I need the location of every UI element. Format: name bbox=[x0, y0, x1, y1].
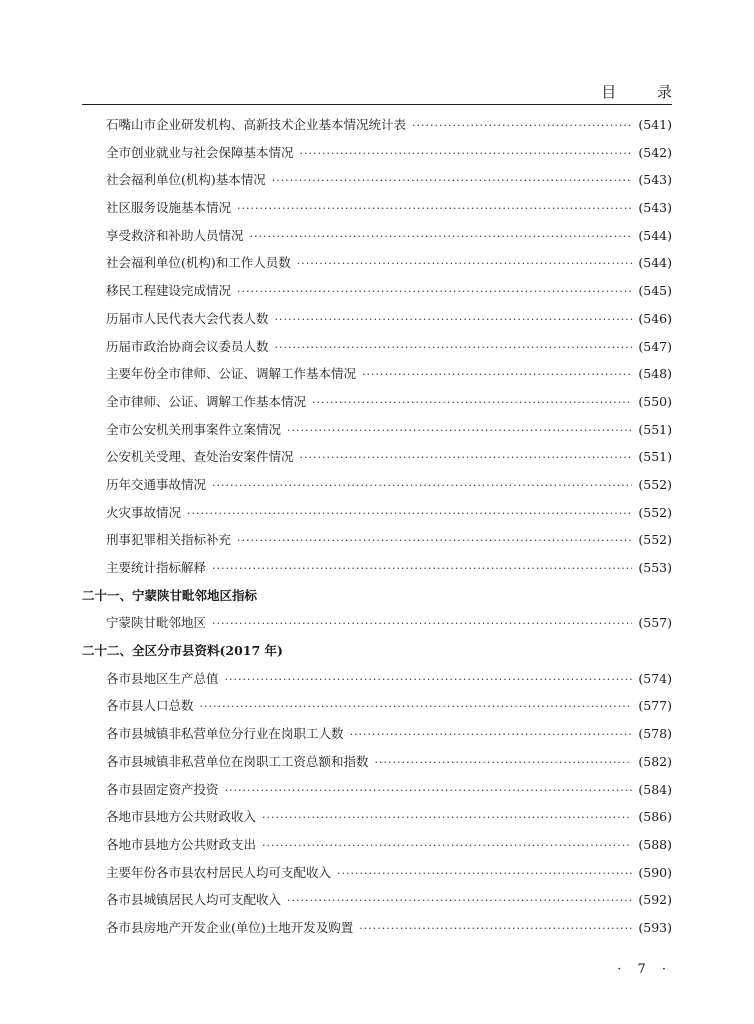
toc-entry-title: 历年交通事故情况 bbox=[106, 476, 207, 492]
toc-entry bbox=[82, 139, 672, 167]
toc-entry-page: (578) bbox=[638, 726, 672, 742]
toc-entry-page: (552) bbox=[638, 532, 672, 548]
toc-leader-dots bbox=[300, 444, 633, 472]
toc-leader-dots bbox=[412, 112, 632, 140]
toc-leader-dots bbox=[212, 555, 632, 583]
toc-leader-dots bbox=[187, 500, 632, 528]
toc-leader-dots bbox=[312, 389, 632, 417]
toc-entry-title: 社会福利单位(机构)基本情况 bbox=[106, 172, 266, 188]
toc-entry-title: 各市县城镇非私营单位在岗职工工资总额和指数 bbox=[106, 753, 369, 769]
toc-entry-title: 各市县固定资产投资 bbox=[106, 781, 219, 797]
toc-entry-title: 各地市县地方公共财政支出 bbox=[106, 836, 257, 852]
toc-entry bbox=[82, 748, 672, 776]
toc-entry bbox=[82, 249, 672, 277]
toc-entry-title: 享受救济和补助人员情况 bbox=[106, 227, 244, 243]
toc-entry bbox=[82, 859, 672, 887]
toc-entry bbox=[82, 554, 672, 582]
toc-leader-dots bbox=[225, 777, 633, 805]
toc-entry-title: 各市县地区生产总值 bbox=[106, 670, 219, 686]
toc-entry-title: 各地市县地方公共财政收入 bbox=[106, 809, 257, 825]
toc-entry-page: (542) bbox=[638, 144, 672, 160]
toc-entry-title: 主要年份各市县农村居民人均可支配收入 bbox=[106, 864, 332, 880]
toc-entry bbox=[82, 609, 672, 637]
toc-entry bbox=[82, 831, 672, 859]
toc-leader-dots bbox=[275, 334, 633, 362]
toc-entry bbox=[82, 111, 672, 139]
toc-leader-dots bbox=[300, 140, 633, 168]
toc-entry-page: (588) bbox=[638, 836, 672, 852]
toc-section-heading bbox=[82, 637, 672, 665]
toc-entry-title: 二十二、全区分市县资料(2017 年) bbox=[82, 643, 283, 659]
toc-entry-title: 全市公安机关刑事案件立案情况 bbox=[106, 421, 282, 437]
toc-entry-page: (553) bbox=[638, 560, 672, 575]
toc-entry-page: (543) bbox=[638, 200, 672, 216]
toc-entry bbox=[82, 914, 672, 942]
toc-entry-title: 各市县人口总数 bbox=[106, 698, 194, 714]
toc-leader-dots bbox=[200, 693, 633, 721]
toc-leader-dots bbox=[212, 472, 632, 500]
toc-entry-title: 全市律师、公证、调解工作基本情况 bbox=[106, 393, 307, 409]
toc-entry bbox=[82, 222, 672, 250]
toc-entry-page: (552) bbox=[638, 476, 672, 492]
toc-leader-dots bbox=[262, 804, 632, 832]
toc-leader-dots bbox=[362, 361, 632, 389]
toc-entry bbox=[82, 443, 672, 471]
toc-entry-page: (548) bbox=[638, 366, 672, 382]
table-of-contents bbox=[82, 111, 672, 942]
toc-entry-page: (545) bbox=[638, 283, 672, 299]
toc-entry bbox=[82, 194, 672, 222]
toc-entry-page: (543) bbox=[638, 172, 672, 188]
toc-entry-page: (544) bbox=[638, 227, 672, 243]
toc-entry-title: 刑事犯罪相关指标补充 bbox=[106, 532, 232, 548]
toc-entry-title: 宁蒙陕甘毗邻地区 bbox=[106, 615, 207, 631]
toc-leader-dots bbox=[297, 250, 633, 278]
toc-entry-title: 各市县城镇居民人均可支配收入 bbox=[106, 892, 282, 908]
toc-entry-title: 石嘴山市企业研发机构、高新技术企业基本情况统计表 bbox=[106, 117, 407, 132]
toc-entry-title: 历届市政治协商会议委员人数 bbox=[106, 338, 269, 354]
toc-entry bbox=[82, 333, 672, 361]
toc-entry-title: 社会福利单位(机构)和工作人员数 bbox=[106, 255, 291, 271]
toc-leader-dots bbox=[237, 527, 632, 555]
toc-entry-title: 社区服务设施基本情况 bbox=[106, 200, 232, 216]
toc-entry-page: (547) bbox=[638, 338, 672, 354]
toc-leader-dots bbox=[375, 749, 633, 777]
toc-leader-dots bbox=[287, 887, 632, 915]
toc-entry-title: 全市创业就业与社会保障基本情况 bbox=[106, 144, 294, 160]
toc-entry-title: 二十一、宁蒙陕甘毗邻地区指标 bbox=[82, 587, 258, 603]
toc-leader-dots bbox=[287, 417, 632, 445]
toc-entry-title: 历届市人民代表大会代表人数 bbox=[106, 310, 269, 326]
toc-entry-page: (546) bbox=[638, 310, 672, 326]
toc-entry bbox=[82, 305, 672, 333]
toc-leader-dots bbox=[359, 915, 632, 943]
toc-leader-dots bbox=[262, 832, 632, 860]
toc-entry-page: (550) bbox=[638, 393, 672, 409]
toc-leader-dots bbox=[250, 223, 633, 251]
page-header-title: 目 录 bbox=[601, 83, 690, 101]
page-number: · 7 · bbox=[617, 962, 672, 977]
toc-entry-page: (592) bbox=[638, 892, 672, 908]
toc-entry-page: (551) bbox=[638, 449, 672, 465]
toc-entry bbox=[82, 277, 672, 305]
toc-entry-page: (544) bbox=[638, 255, 672, 271]
toc-leader-dots bbox=[272, 167, 633, 195]
toc-leader-dots bbox=[225, 666, 633, 694]
toc-entry-page: (584) bbox=[638, 781, 672, 797]
toc-leader-dots bbox=[350, 721, 633, 749]
toc-entry bbox=[82, 166, 672, 194]
toc-entry-page: (586) bbox=[638, 809, 672, 825]
toc-entry-title: 各市县城镇非私营单位分行业在岗职工人数 bbox=[106, 726, 344, 742]
toc-entry-title: 各市县房地产开发企业(单位)土地开发及购置 bbox=[106, 919, 354, 935]
toc-entry bbox=[82, 526, 672, 554]
toc-entry-page: (551) bbox=[638, 421, 672, 437]
toc-leader-dots bbox=[237, 195, 632, 223]
toc-leader-dots bbox=[237, 278, 632, 306]
toc-entry-title: 公安机关受理、查处治安案件情况 bbox=[106, 449, 294, 465]
toc-entry bbox=[82, 692, 672, 720]
toc-entry bbox=[82, 388, 672, 416]
toc-entry bbox=[82, 360, 672, 388]
toc-entry bbox=[82, 471, 672, 499]
toc-entry-page: (577) bbox=[638, 698, 672, 714]
toc-entry-title: 移民工程建设完成情况 bbox=[106, 283, 232, 299]
toc-entry-page: (574) bbox=[638, 670, 672, 686]
toc-entry bbox=[82, 416, 672, 444]
toc-leader-dots bbox=[212, 610, 632, 638]
toc-entry-page: (590) bbox=[638, 864, 672, 880]
toc-entry-page: (582) bbox=[638, 753, 672, 769]
toc-leader-dots bbox=[275, 306, 633, 334]
toc-entry bbox=[82, 720, 672, 748]
toc-entry-title: 主要统计指标解释 bbox=[106, 560, 207, 575]
toc-section-heading bbox=[82, 582, 672, 610]
toc-entry bbox=[82, 803, 672, 831]
toc-entry bbox=[82, 776, 672, 804]
toc-entry-title: 火灾事故情况 bbox=[106, 504, 182, 520]
toc-entry-page: (557) bbox=[638, 615, 672, 631]
toc-entry bbox=[82, 499, 672, 527]
toc-entry bbox=[82, 665, 672, 693]
toc-entry bbox=[82, 886, 672, 914]
toc-entry-page: (593) bbox=[638, 919, 672, 935]
toc-entry-page: (552) bbox=[638, 504, 672, 520]
toc-entry-title: 主要年份全市律师、公证、调解工作基本情况 bbox=[106, 366, 357, 382]
toc-leader-dots bbox=[337, 860, 632, 888]
header-divider bbox=[82, 104, 672, 105]
toc-entry-page: (541) bbox=[638, 117, 672, 132]
